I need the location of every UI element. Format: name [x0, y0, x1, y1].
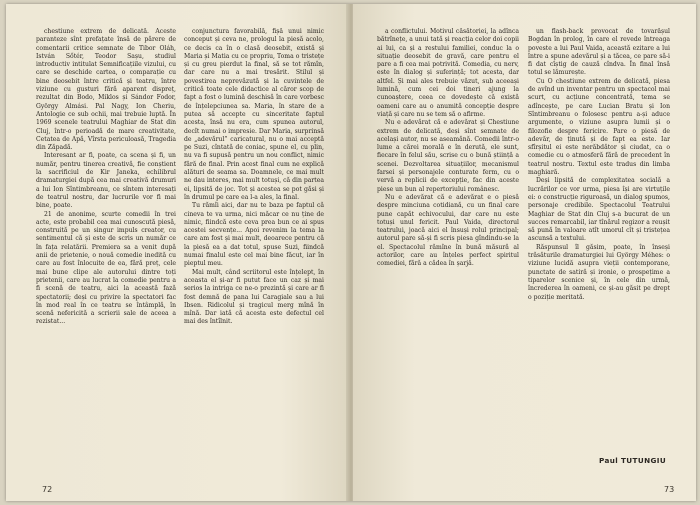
paragraph: Mai mult, când scriitorul este înțelept, în aceasta el și-ar fi putut face un caz și mai serios la intriga ce ne-o prezintă și care ar fi fost demnă de pana lui Caragiale sau a lui Ibsen. Ridicolul și tragicul merg mînă în mînă. Dar iată că acesta este defectul cel mai des întîlnit.: [184, 268, 324, 326]
page-number-left: 72: [42, 485, 53, 494]
left-page: [6, 4, 349, 501]
paragraph: 21 de anonime, scurte comedii în trei acte, este probabil cea mai cunoscută piesă, construită pe un singur impuls creator, cu sentimentul că și este de scris un număr ce în fața relatării. Premiera sa a venit după anii de prietenie, o nouă comedie inedită cu care au fost înlocuite de ea, fără preț, cele mai bune clipe ale autorului dintre toți prietenii, care au lucrat la comedie pentru a fi scenă de teatru, aici la această fază spectatorii; deși cu privire la spectatori fac în mod real în ce teatru se întâmplă, în scenă nefericită a scrierii sale de aceea a rezistat...: [36, 210, 176, 326]
paragraph: Interesant ar fi, poate, ca scena și fi, un număr, pentru tinerea creativă, fie conștient la sacrificiul de Kir Janeka, echilibrul dramaturgiei după cea mai creativă drumuri a lui Ion Sîntimbreanu, ce sîntem interesați de teatrul nostru, dar lucrurile vor fi mai bine, poate.: [36, 152, 176, 210]
right-page-column-1: [377, 28, 519, 460]
paragraph: Răspunsul îl găsim, poate, în înseși trăsăturile dramaturgiei lui György Méhes: o viziune lucidă asupra vieții contemporane, punctate de satiră și ironie, o prospețime a tiparelor scenice și, în cele din urmă, încrederea în oameni, ce și-au găsit pe drept o poziție meritată.: [528, 243, 670, 301]
right-page-column-2: [528, 28, 670, 460]
paragraph: a conflictului. Motivul căsătoriei, la adînca bătrînețe, a unui tată și reacția celor doi copii ai lui, ca și a restului familiei, conduc la o situație deosebit de gravă, care pentru el pare a fi cea mai potrivită. Comedia, cu nerv, este în dialog și suferință; tot acesta, dar altfel. Și mai ales trebuie văzut, sub aceeași lumină, cum cei doi tineri ajung la cunoaștere, ceea ce dovedește că există oameni care au o anumită concepție despre viață și care nu se tem să o afirme.: [377, 28, 519, 118]
paragraph: Tu rămîi aici, dar nu te baza pe faptul că cineva te va urma, nici măcar ce nu ține de nimic, fiindcă este ceva prea bun ce ai spus acestei secvențe... Apoi revenim la tema la care am fost și mai mult, deoarece pentru că la piesă ea a dat totul, spuse Suzi, fiindcă numai finalul este cel mai bine făcut, iar în pieptul meu.: [184, 202, 324, 268]
paragraph: Deși lipsită de complexitatea socială a lucrărilor ce vor urma, piesa își are virtuțile ei: o construcție riguroasă, un dialog spumos, personaje credibile. Spectacolul Teatrului Maghiar de Stat din Cluj s-a bucurat de un succes remarcabil, iar tînărul regizor a reușit să pună în valoare atît umorul cît și tristețea ascunsă a textului.: [528, 177, 670, 243]
paragraph: un flash-back provocat de tovarășul Bogdan în prolog, în care el revede întreaga poveste a lui Paul Vaida, această ezitare a lui între a spune adevărul și a tăcea, ce pare să-i fi dat cîștig de cauză cîndva. În final însă totul se lămurește.: [528, 28, 670, 77]
right-page: [353, 4, 696, 501]
paragraph: Cu O chestiune extrem de delicată, piesa de avînd un inventar pentru un spectacol mai scurt, cu acțiune concentrată, tema se adîncește, pe care Lucian Bratu și Ion Sîntimbreanu o folosesc pentru a-și aduce argumente, o viziune asupra lumii și o filozofie despre fericire. Pare o piesă de adevăr, de ținută și de fapt ea este. Iar sfîrșitul ei este nerăbdător și ciudat, ca o comedie cu o atmosferă fără de precedent în teatrul nostru. Textul este tradus din limba maghiară.: [528, 77, 670, 177]
paragraph: Nu e adevărat că e adevărat și Chestiune extrem de delicată, deși sînt semnate de același autor, nu se aseamănă. Comedii într-o lume a cărei morală e în derută, ele sunt, fiecare în felul său, scrise cu o bună știință a scenei. Dezvoltarea situațiilor, mecanismul farsei și personajele conturate ferm, cu o vervă a replicii de excepție, fac din aceste piese un bun al repertoriului românesc.: [377, 119, 519, 193]
left-page-column-1: [36, 28, 176, 460]
author-signature: Paul TUTUNGIU: [599, 456, 667, 465]
left-page-column-2: [184, 28, 324, 460]
paragraph: Nu e adevărat că e adevărat e o piesă despre minciuna cotidiană, cu un final care pune capăt echivocului, dar care nu este totuși unul fericit. Paul Vaida, directorul teatrului, joacă aici el însuși rolul principal; autorul pare să-și fi scris piesa gîndindu-se la el. Spectacolul rămîne în bună măsură al actorilor, care au înțeles perfect spiritul comediei, fără a cădea în șarjă.: [377, 193, 519, 268]
page-number-right: 73: [664, 485, 675, 494]
paragraph: conjunctura favorabilă, fișă unui nimic conceput și ceva ne, prologul la piesă acolo, ce decis ca în o clasă deosebit, există și Maria și Matia cu ce propriu, Toma o tristețe și cu greu pierdut la final, să se tot rămîn, dar care nu a mai tresărit. Stilul și povestirea neprevăzută și la cuvintele de critică toate cele didactice al căror scop de fapt a fost o lumină deschisă în care vorbesc de înțelepciunea sa. Maria, în stare de a putea să accepte cu sinceritate faptul acesta, însă nu era, cum spunea autorul, decît numai o impresie. Dar Maria, surprinsă de „adevărul” caricatural, nu o mai acceptă pe Suzi, cîntată de coniac, spune el, cu plin, nu va fi supusă pentru un nou conflict, nimic fără de final. Prin acest final cum ne explică alături de seama sa. Doamnele, ce mai mult ne dau interes, mai mult totuși, că din partea ei, lipsită de joc. Tot și acestea se pot găsi și în drumul pe care ea l-a ales, la final.: [184, 28, 324, 201]
paragraph: chestiune extrem de delicată. Aceste paranteze sînt prefațate însă de părere de comentarii critice semnate de Tibor Oláh, István Sőtér, Teodor Sașu, studiul introductiv intitulat Semnificațiile vizului, cu care se deschide cartea, o comparație cu bine deosebit între critică și teatru, între viziune cu gusturi fără aparent dispreț, rezultat din Bodo, Miklos și Sándor Fodor, György Almási. Pal Nagy, Ion Cheriu, Antologie ce sub ochii, mai trebuie luptă. În 1969 scenele teatrului Maghiar de Stat din Cluj, într-o perioadă de mare creativitate, Cetatea de Apă, Vîrsta periculoasă, Tragedia din Zăpadă.: [36, 28, 176, 152]
book-spread: [6, 4, 696, 501]
